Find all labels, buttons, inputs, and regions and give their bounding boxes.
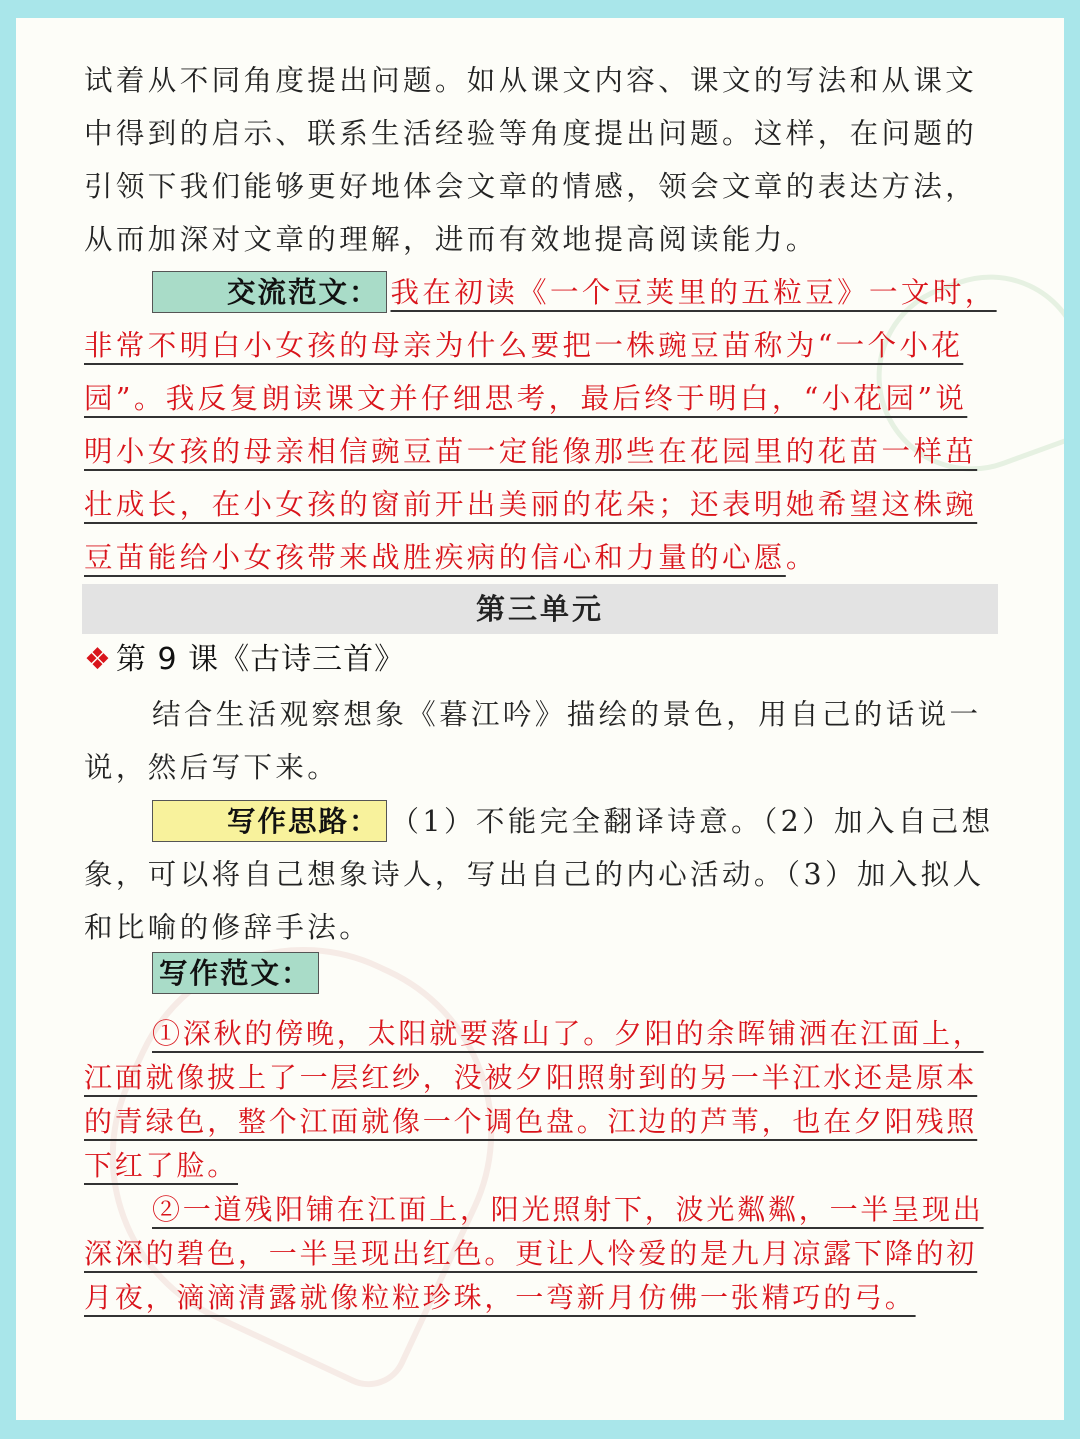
writing-sample-tag: 写作范文： <box>152 952 319 994</box>
lesson-heading <box>84 636 405 684</box>
writing-task-paragraph: 结合生活观察想象《暮江吟》描绘的景色，用自己的话说一说，然后写下来。 <box>84 698 982 784</box>
exchange-sample-paragraph <box>84 266 998 584</box>
writing-sample-paragraph-1 <box>84 1012 998 1188</box>
document-page <box>16 18 1064 1420</box>
exchange-sample-text: 我在初读《一个豆荚里的五粒豆》一文时，非常不明白小女孩的母亲为什么要把一株豌豆苗称为“一个小花园”。我反复朗读课文并仔细思考，最后终于明白，“小花园”说明小女孩的母亲相信豌豆苗一定能像那些在花园里的花苗一样茁壮成长，在小女孩的窗前开出美丽的花朵；还表明她希望这株豌豆苗能给小女孩带来战胜疾病的信心和力量的心愿 <box>84 276 997 574</box>
writing-sample-text-2: ②一道残阳铺在江面上，阳光照射下，波光粼粼，一半呈现出深深的碧色，一半呈现出红色。更让人怜爱的是九月凉露下降的初月夜，滴滴清露就像粒粒珍珠，一弯新月仿佛一张精巧的弓。 <box>84 1193 984 1314</box>
exchange-sample-end: 。 <box>785 541 818 574</box>
writing-sample-paragraph-2 <box>84 1188 998 1320</box>
writing-sample-text-1: ①深秋的傍晚，太阳就要落山了。夕阳的余晖铺洒在江面上，江面就像披上了一层红纱，没被夕阳照射到的另一半江水还是原本的青绿色，整个江面就像一个调色盘。江边的芦苇，也在夕阳残照下红了脸。 <box>84 1017 984 1182</box>
writing-approach-tag: 写作思路： <box>152 800 387 842</box>
writing-approach-text: （1）不能完全翻译诗意。（2）加入自己想象，可以将自己想象诗人，写出自己的内心活动。（3）加入拟人和比喻的修辞手法。 <box>84 805 994 944</box>
lesson-title: 第 9 课《古诗三首》 <box>115 642 406 677</box>
exchange-sample-tag: 交流范文： <box>152 271 387 313</box>
unit-title-bar: 第三单元 <box>82 584 998 634</box>
writing-approach-paragraph <box>84 795 998 954</box>
writing-sample-heading <box>152 952 323 994</box>
intro-paragraph: 试着从不同角度提出问题。如从课文内容、课文的写法和从课文中得到的启示、联系生活经验等角度提出问题。这样，在问题的引领下我们能够更好地体会文章的情感，领会文章的表达方法，从而加深对文章的理解，进而有效地提高阅读能力。 <box>84 64 978 256</box>
diamond-bullet-icon: ❖ <box>84 642 112 677</box>
